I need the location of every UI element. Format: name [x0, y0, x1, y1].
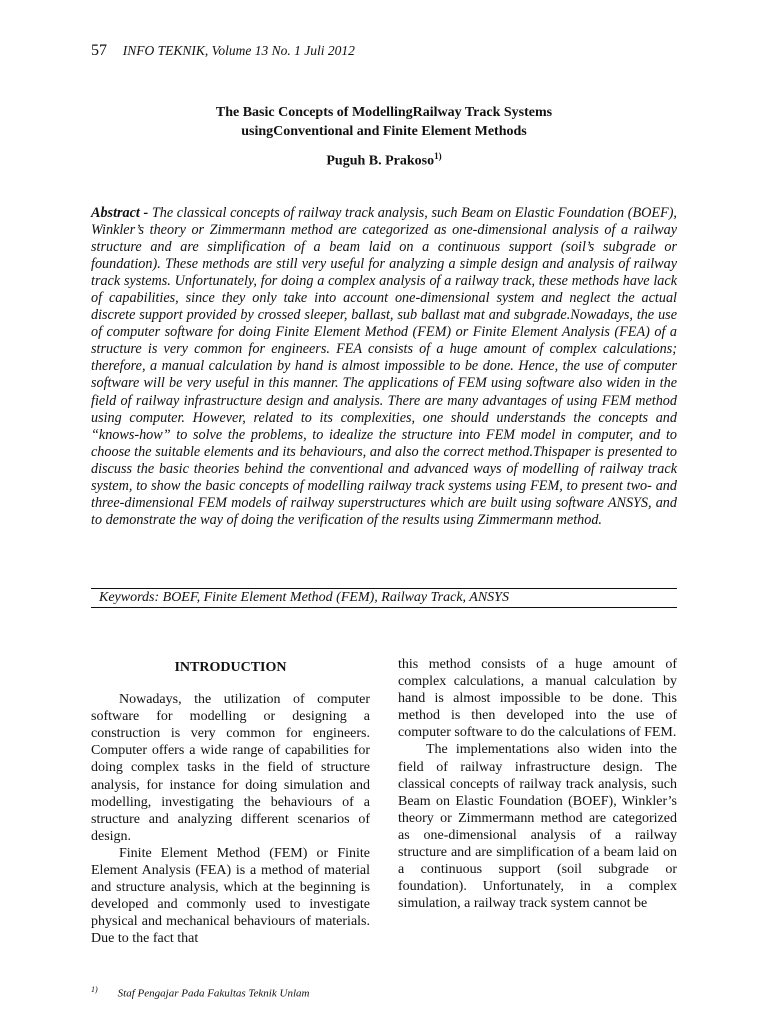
- page-header: [91, 42, 355, 60]
- author-name: Puguh B. Prakoso: [326, 153, 435, 169]
- footnote: [91, 985, 309, 1000]
- abstract-text: The classical concepts of railway track analysis, such Beam on Elastic Foundation (BOEF), Winkler’s theory or Zimmermann method are categorized as one-dimensional analysis of a railway structure and are simplification of a beam laid on a continuous support (soil’s subgrade or foundation). These methods are still very useful for analyzing a simple design and analysis of railway track systems. Unfortunately, for doing a complex analysis of a railway track, these methods have lack of capabilities, since they only take into account one-dimensional system and neglect the actual discrete support provided by crossed sleeper, ballast, sub ballast mat and subgrade.Nowadays, the use of computer software for doing Finite Element Method (FEM) or Finite Element Analysis (FEA) of a structure is very common for engineers. FEA consists of a huge amount of complex calculations; therefore, a manual calculation by hand is almost impossible to be done. Hence, the use of computer software will be very useful in this manner. The applications of FEM using software also widen in the field of railway infrastructure design and analysis. There are many advantages of using FEM method using computer. However, related to its complexities, one should understands the concepts and “knows-how” to solve the problems, to idealize the structure into FEM model in computer, and to choose the suitable elements and its behaviours, and also the correct method.Thispaper is presented to discuss the basic theories behind the conventional and advanced ways of modelling of railway track system, to show the basic concepts of modelling railway track systems using FEM, to present two- and three-dimensional FEM models of railway superstructures which are built using software ANSYS, and to demonstrate the way of doing the verification of the results using Zimmermann method.: [91, 205, 677, 528]
- paragraph: this method consists of a huge amount of complex calculations, a manual calculation by hand is almost impossible to be done. This method is then developed into the use of computer software to do the calculations of FEM.: [398, 657, 677, 741]
- footnote-mark: 1): [91, 985, 98, 994]
- paper-title: [91, 103, 677, 141]
- abstract: [91, 205, 677, 529]
- journal-name: INFO TEKNIK, Volume 13 No. 1 Juli 2012: [122, 43, 355, 58]
- paper-title-line-2: usingConventional and Finite Element Methods: [241, 124, 527, 139]
- left-column: [91, 656, 370, 948]
- right-column: [398, 656, 677, 912]
- page-number: 57: [91, 42, 107, 59]
- paragraph: Finite Element Method (FEM) or Finite Element Analysis (FEA) is a method of material and structure analysis, which at the beginning is developed and commonly used to investigate physical and mechanical behaviours of materials. Due to the fact that: [91, 845, 370, 947]
- author-affiliation-mark: 1): [434, 151, 442, 161]
- author: [91, 151, 677, 170]
- paragraph: Nowadays, the utilization of computer software for modelling or designing a construction is very common for engineers. Computer offers a wide range of capabilities for doing complex tasks in the field of structure analysis, for instance for doing simulation and modelling, investigating the behaviours of a structure and analyzing different scenarios of design.: [91, 692, 370, 844]
- keywords: Keywords: BOEF, Finite Element Method (FEM), Railway Track, ANSYS: [91, 588, 677, 608]
- paragraph: The implementations also widen into the field of railway infrastructure design. The classical concepts of railway track analysis, such Beam on Elastic Foundation (BOEF), Winkler’s theory or Zimmermann method are categorized as one-dimensional analysis of a railway structure and are simplification of a beam laid on a continuous support (soil subgrade or foundation). Unfortunately, in a complex simulation, a railway track system cannot be: [398, 742, 677, 912]
- paper-title-line-1: The Basic Concepts of ModellingRailway Track Systems: [215, 105, 553, 120]
- footnote-text: Staf Pengajar Pada Fakultas Teknik Unlam: [117, 987, 310, 1000]
- section-heading-introduction: INTRODUCTION: [174, 660, 287, 675]
- abstract-label: Abstract -: [91, 205, 149, 221]
